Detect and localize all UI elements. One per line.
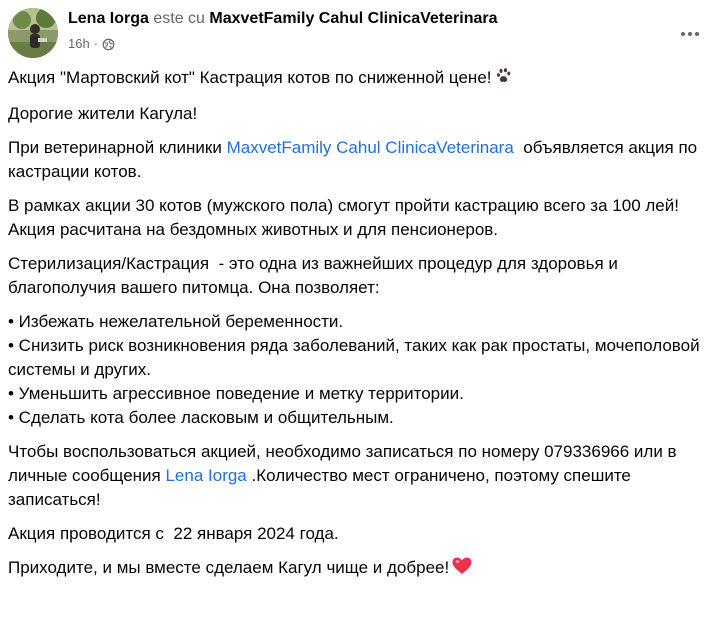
author-name-link[interactable]: Lena Iorga [68,10,149,27]
benefit-item: • Сделать кота более ласковым и общительным. [8,408,394,427]
post-closing [8,556,708,582]
benefit-item: • Уменьшить агрессивное поведение и метку территории. [8,384,464,403]
post-meta [68,35,115,53]
red-heart-icon [452,557,472,582]
benefits-list [8,310,708,430]
benefit-item: • Снизить риск возникновения ряда заболеваний, таких как рак простаты, мочеполовой системы и других. [8,336,700,379]
benefit-item: • Избежать нежелательной беременности. [8,312,344,331]
post-body [8,66,708,582]
closing-text: Приходите, и мы вместе сделаем Кагул чище и добрее! [8,558,450,577]
paw-prints-icon [495,67,513,92]
post-announcement [8,136,708,184]
avatar[interactable] [8,8,58,58]
post-timestamp[interactable]: 16h [68,36,90,51]
contact-text-start: Чтобы воспользоваться акцией, необходимо записаться по номеру 079336966 или в личные сообщения [8,442,677,485]
more-options-icon[interactable] [672,16,708,52]
contact-text-end: .Количество мест ограничено, поэтому спешите записаться! [8,466,631,509]
post-greeting: Дорогие жители Кагула! [8,104,198,123]
author-line [68,9,498,29]
offer-line-1: В рамках акции 30 котов (мужского пола) смогут пройти кастрацию всего за 100 лей! [8,196,679,215]
post-benefits-intro: Стерилизация/Кастрация - это одна из важнейших процедур для здоровья и благополучия вашего питомца. Она позволяет: [8,254,623,297]
post-date: Акция проводится с 22 января 2024 года. [8,524,339,543]
announcement-text-end: объявляется акция по кастрации котов. [8,138,702,181]
post-offer [8,194,708,242]
group-name-link[interactable]: MaxvetFamily Cahul ClinicaVeterinara [209,10,498,27]
author-mention-link[interactable]: Lena Iorga [165,466,247,485]
post-contact [8,440,708,512]
post-headline [8,66,708,92]
offer-line-2: Акция расчитана на бездомных животных и для пенсионеров. [8,220,499,239]
avatar-image [8,8,58,58]
with-connector: este cu [153,10,205,27]
post-header [8,6,708,60]
globe-icon[interactable] [102,38,115,51]
headline-text: Акция "Мартовский кот" Кастрация котов по сниженной цене! [8,68,492,87]
announcement-text-start: При ветеринарной клиники [8,138,227,157]
clinic-mention-link[interactable]: MaxvetFamily Cahul ClinicaVeterinara [226,138,514,157]
meta-separator: · [93,36,99,51]
